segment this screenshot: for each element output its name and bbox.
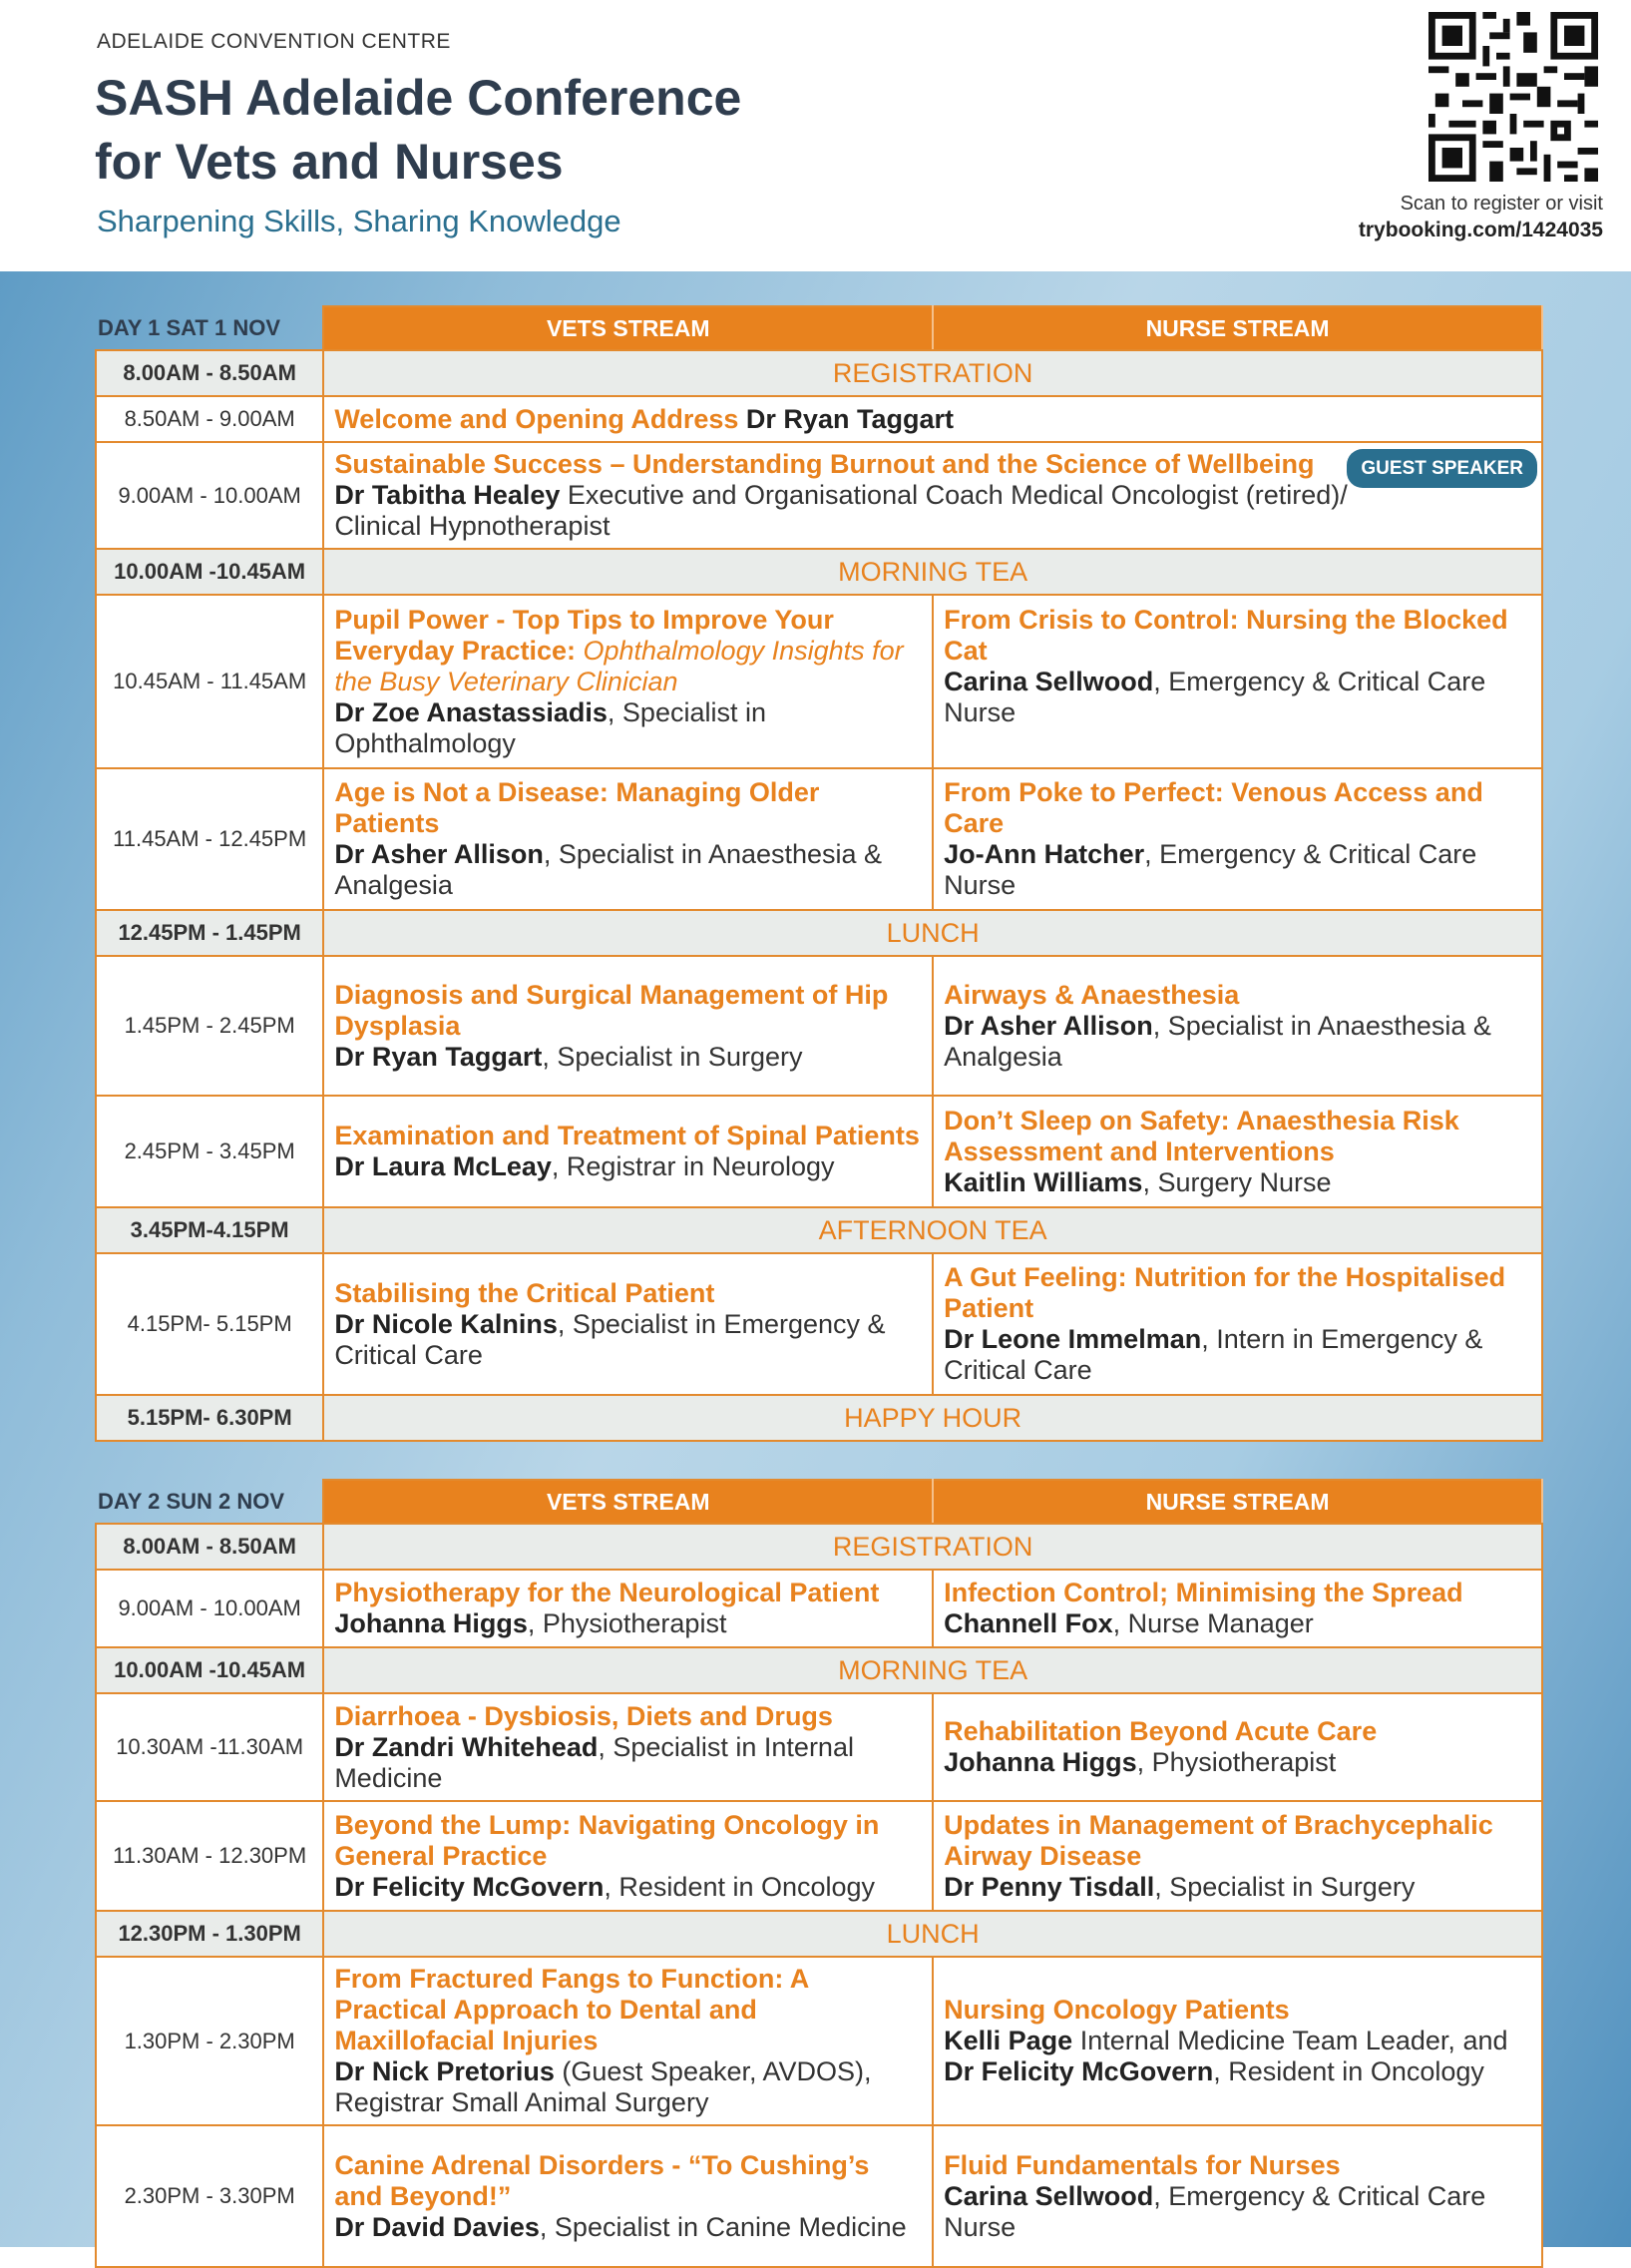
vets-session xyxy=(323,1801,933,1911)
speaker-name: Dr Felicity McGovern xyxy=(334,1871,605,1902)
speaker-name: Dr Leone Immelman xyxy=(944,1324,1202,1354)
time-slot: 8.50AM - 9.00AM xyxy=(96,396,323,442)
session-title: Fluid Fundamentals for Nurses xyxy=(944,2149,1341,2180)
break-label: MORNING TEA xyxy=(323,549,1542,595)
time-slot: 2.45PM - 3.45PM xyxy=(96,1096,323,1207)
speaker-name: Dr Ryan Taggart xyxy=(334,1041,543,1072)
time-slot: 1.30PM - 2.30PM xyxy=(96,1957,323,2125)
break-label: LUNCH xyxy=(323,1911,1542,1957)
day2-morning-tea-row xyxy=(96,1647,1542,1693)
time-slot: 9.00AM - 10.00AM xyxy=(96,1570,323,1647)
day2-lunch-row xyxy=(96,1911,1542,1957)
vets-session xyxy=(323,956,933,1096)
day2-session-row xyxy=(96,1693,1542,1801)
session-title: Canine Adrenal Disorders - “To Cushing’s and Beyond!” xyxy=(334,2149,870,2211)
speaker-name: Kelli Page xyxy=(944,2026,1073,2055)
speaker-role: , Specialist in Surgery xyxy=(1154,1871,1416,1902)
speaker-name: Dr Tabitha Healey xyxy=(334,480,561,510)
time-slot: 10.00AM -10.45AM xyxy=(96,1647,323,1693)
vets-session xyxy=(323,1570,933,1647)
day1-session-row xyxy=(96,595,1542,768)
speaker-role: , Emergency & Critical Care Nurse xyxy=(944,666,1486,727)
day1-happy-hour-row xyxy=(96,1395,1542,1441)
speaker-name: Channell Fox xyxy=(944,1608,1113,1638)
day1-welcome-row xyxy=(96,396,1542,442)
time-slot: 9.00AM - 10.00AM xyxy=(96,442,323,549)
time-slot: 11.45AM - 12.45PM xyxy=(96,768,323,910)
speaker-role: , Surgery Nurse xyxy=(1142,1166,1332,1197)
session-cell xyxy=(323,442,1542,549)
session-subtitle: Ophthalmology Insights for the Busy Veterinary Clinician xyxy=(334,635,904,696)
time-slot: 1.45PM - 2.45PM xyxy=(96,956,323,1096)
speaker-name: Johanna Higgs xyxy=(944,1747,1137,1777)
day1-header-row xyxy=(96,306,1542,350)
day1-session-row xyxy=(96,956,1542,1096)
conference-title xyxy=(95,66,893,194)
vets-session xyxy=(323,1253,933,1395)
day1-afternoon-tea-row xyxy=(96,1207,1542,1253)
time-slot: 5.15PM- 6.30PM xyxy=(96,1395,323,1441)
time-slot: 10.45AM - 11.45AM xyxy=(96,595,323,768)
day1-morning-tea-row xyxy=(96,549,1542,595)
session-title: Nursing Oncology Patients xyxy=(944,1995,1290,2025)
time-slot: 2.30PM - 3.30PM xyxy=(96,2125,323,2267)
venue-label: ADELAIDE CONVENTION CENTRE xyxy=(97,30,451,53)
nurse-session xyxy=(933,956,1542,1096)
time-slot: 4.15PM- 5.15PM xyxy=(96,1253,323,1395)
session-title: Sustainable Success – Understanding Burnout and the Science of Wellbeing xyxy=(334,449,1315,479)
session-title: Beyond the Lump: Navigating Oncology in General Practice xyxy=(334,1809,880,1871)
day2-session-row xyxy=(96,2125,1542,2267)
guest-speaker-badge: GUEST SPEAKER xyxy=(1347,449,1537,488)
session-title: Diagnosis and Surgical Management of Hip Dysplasia xyxy=(334,979,889,1041)
speaker-name: Kaitlin Williams xyxy=(944,1166,1143,1197)
conference-subtitle: Sharpening Skills, Sharing Knowledge xyxy=(97,204,621,238)
speaker-role: , Physiotherapist xyxy=(527,1608,727,1638)
speaker-name: Johanna Higgs xyxy=(334,1608,528,1638)
session-title: Welcome and Opening Address xyxy=(334,403,739,434)
day1-schedule-table xyxy=(95,305,1543,1442)
time-slot: 8.00AM - 8.50AM xyxy=(96,350,323,396)
nurse-session xyxy=(933,1096,1542,1207)
day2-session-row xyxy=(96,1570,1542,1647)
session-cell xyxy=(323,396,1542,442)
speaker-name: Dr Ryan Taggart xyxy=(745,403,954,434)
speaker-role: , Specialist in Anaesthesia & Analgesia xyxy=(944,1010,1491,1072)
title-line-2: for Vets and Nurses xyxy=(95,134,564,190)
speaker-role: , Specialist in Ophthalmology xyxy=(334,696,766,758)
vets-session xyxy=(323,1957,933,2125)
vets-session xyxy=(323,595,933,768)
speaker-name: Carina Sellwood xyxy=(944,2180,1154,2211)
day1-nurse-stream-header: NURSE STREAM xyxy=(933,306,1542,350)
scan-instruction: Scan to register or visit xyxy=(1400,193,1603,215)
vets-session xyxy=(323,768,933,910)
break-label: AFTERNOON TEA xyxy=(323,1207,1542,1253)
break-label: REGISTRATION xyxy=(323,1524,1542,1570)
speaker-role: (Guest Speaker, AVDOS), Registrar Small Animal Surgery xyxy=(334,2056,872,2117)
day1-label: DAY 1 SAT 1 NOV xyxy=(98,314,280,340)
nurse-session xyxy=(933,595,1542,768)
vets-session xyxy=(323,2125,933,2267)
session-title: Infection Control; Minimising the Spread xyxy=(944,1578,1463,1607)
speaker-name: Dr Penny Tisdall xyxy=(944,1871,1155,1902)
day1-keynote-row xyxy=(96,442,1542,549)
day2-schedule-table xyxy=(95,1479,1543,2268)
speaker-name: Dr Asher Allison xyxy=(334,839,544,869)
speaker-name: Dr David Davies xyxy=(334,2211,540,2242)
speaker-role: Internal Medicine Team Leader, and xyxy=(1072,2026,1508,2055)
speaker-role: , Emergency & Critical Care Nurse xyxy=(944,839,1477,900)
speaker-role: , Emergency & Critical Care Nurse xyxy=(944,2180,1486,2242)
session-title: From Poke to Perfect: Venous Access and Care xyxy=(944,777,1483,838)
day1-vets-stream-header: VETS STREAM xyxy=(323,306,933,350)
day1-lunch-row xyxy=(96,910,1542,956)
speaker-name: Dr Zandri Whitehead xyxy=(334,1731,599,1762)
nurse-session xyxy=(933,768,1542,910)
break-label: MORNING TEA xyxy=(323,1647,1542,1693)
time-slot: 12.45PM - 1.45PM xyxy=(96,910,323,956)
day2-session-row xyxy=(96,1957,1542,2125)
nurse-session xyxy=(933,1693,1542,1801)
speaker-role: , Specialist in Internal Medicine xyxy=(334,1731,854,1793)
day2-registration-row xyxy=(96,1524,1542,1570)
day1-registration-row xyxy=(96,350,1542,396)
session-title: Don’t Sleep on Safety: Anaesthesia Risk Assessment and Interventions xyxy=(944,1105,1459,1166)
speaker-role: , Resident in Oncology xyxy=(1213,2056,1484,2086)
session-title: Diarrhoea - Dysbiosis, Diets and Drugs xyxy=(334,1700,833,1731)
title-line-1: SASH Adelaide Conference xyxy=(95,70,742,126)
time-slot: 10.30AM -11.30AM xyxy=(96,1693,323,1801)
time-slot: 8.00AM - 8.50AM xyxy=(96,1524,323,1570)
day1-session-row xyxy=(96,1096,1542,1207)
speaker-role: Executive and Organisational Coach Medical Oncologist (retired)/ Clinical Hypnotherapist xyxy=(334,480,1348,541)
break-label: HAPPY HOUR xyxy=(323,1395,1542,1441)
speaker-role: , Specialist in Surgery xyxy=(542,1041,803,1072)
nurse-session xyxy=(933,1957,1542,2125)
qr-code-icon[interactable] xyxy=(1428,12,1598,182)
nurse-session xyxy=(933,1570,1542,1647)
speaker-role: , Intern in Emergency & Critical Care xyxy=(944,1324,1483,1385)
speaker-name: Carina Sellwood xyxy=(944,666,1154,696)
registration-link[interactable]: trybooking.com/1424035 xyxy=(1358,219,1603,241)
speaker-role: , Resident in Oncology xyxy=(604,1871,876,1902)
day1-session-row xyxy=(96,768,1542,910)
break-label: LUNCH xyxy=(323,910,1542,956)
day1-session-row xyxy=(96,1253,1542,1395)
speaker-name: Dr Nick Pretorius xyxy=(334,2056,555,2086)
session-title: Physiotherapy for the Neurological Patient xyxy=(334,1578,880,1607)
session-title: A Gut Feeling: Nutrition for the Hospitalised Patient xyxy=(944,1262,1506,1323)
day2-session-row xyxy=(96,1801,1542,1911)
nurse-session xyxy=(933,1253,1542,1395)
speaker-name: Dr Laura McLeay xyxy=(334,1151,552,1181)
day2-label: DAY 2 SUN 2 NOV xyxy=(98,1488,285,1514)
time-slot: 11.30AM - 12.30PM xyxy=(96,1801,323,1911)
session-title: Rehabilitation Beyond Acute Care xyxy=(944,1716,1378,1746)
session-title: Age is Not a Disease: Managing Older Patients xyxy=(334,777,820,838)
speaker-name: Dr Zoe Anastassiadis xyxy=(334,696,608,727)
time-slot: 10.00AM -10.45AM xyxy=(96,549,323,595)
session-title: Examination and Treatment of Spinal Patients xyxy=(334,1121,920,1150)
speaker-role: , Registrar in Neurology xyxy=(551,1151,835,1181)
speaker-role: , Specialist in Anaesthesia & Analgesia xyxy=(334,839,883,900)
speaker-name: Dr Nicole Kalnins xyxy=(334,1308,558,1339)
session-title: Updates in Management of Brachycephalic Airway Disease xyxy=(944,1809,1493,1871)
nurse-session xyxy=(933,1801,1542,1911)
session-title: From Fractured Fangs to Function: A Practical Approach to Dental and Maxillofacial Injuries xyxy=(334,1964,809,2055)
speaker-name: Jo-Ann Hatcher xyxy=(944,839,1145,869)
speaker-role: , Specialist in Emergency & Critical Care xyxy=(334,1308,886,1370)
session-title: Pupil Power - Top Tips to Improve Your Everyday Practice: xyxy=(334,604,834,666)
speaker-role: , Physiotherapist xyxy=(1136,1747,1337,1777)
session-title: Airways & Anaesthesia xyxy=(944,979,1240,1010)
time-slot: 12.30PM - 1.30PM xyxy=(96,1911,323,1957)
session-title: Stabilising the Critical Patient xyxy=(334,1277,715,1308)
speaker-name: Dr Asher Allison xyxy=(944,1010,1153,1041)
speaker-name: Dr Felicity McGovern xyxy=(944,2056,1214,2086)
speaker-role: , Specialist in Canine Medicine xyxy=(539,2211,907,2242)
time-slot: 3.45PM-4.15PM xyxy=(96,1207,323,1253)
day2-header-row xyxy=(96,1480,1542,1524)
day2-nurse-stream-header: NURSE STREAM xyxy=(933,1480,1542,1524)
speaker-role: , Nurse Manager xyxy=(1112,1608,1314,1638)
vets-session xyxy=(323,1096,933,1207)
vets-session xyxy=(323,1693,933,1801)
page-header xyxy=(0,0,1631,271)
session-title: From Crisis to Control: Nursing the Blocked Cat xyxy=(944,604,1508,666)
break-label: REGISTRATION xyxy=(323,350,1542,396)
day2-vets-stream-header: VETS STREAM xyxy=(323,1480,933,1524)
nurse-session xyxy=(933,2125,1542,2267)
